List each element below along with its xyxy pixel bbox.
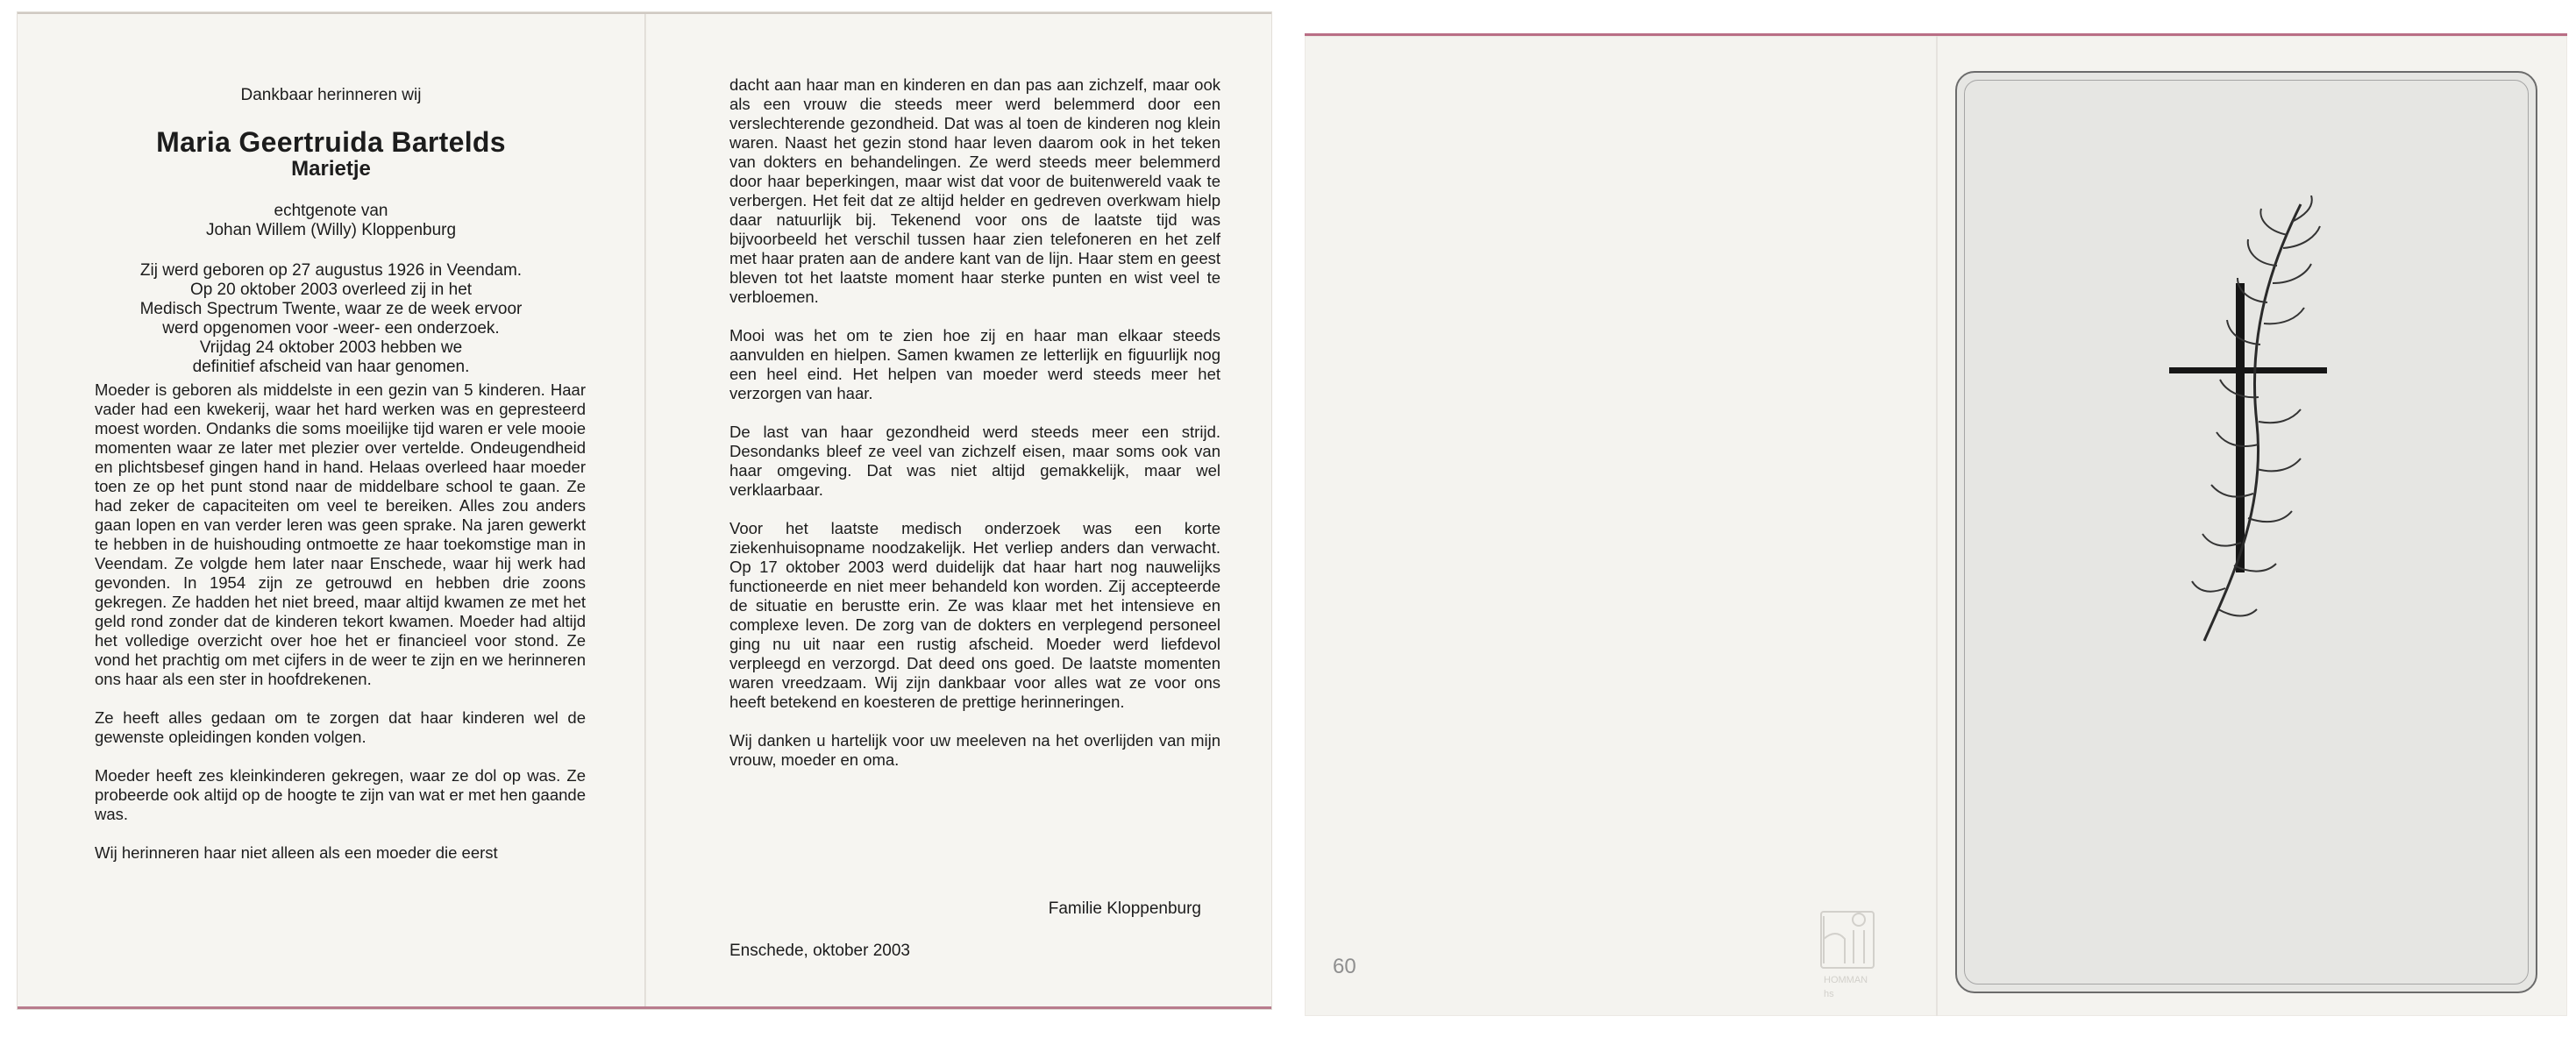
card-cover [1305, 33, 2567, 1016]
paragraph: Moeder is geboren als middelste in een gezin van 5 kinderen. Haar vader had een kwekerij, waar het hard werken was en gepresteerd moest worden. Ondanks die soms moeilijke tijd waren er vele mooie momenten waar ze later met plezier over vertelde. Ondeugendheid en plichtsbesef gingen hand in hand. Helaas overleed haar moeder toen ze op het punt stond naar de middelbare school te gaan. Ze had zeker de capaciteiten om veel te bereiken. Alles zou anders gaan lopen en van verder leren was geen sprake. Na jaren gewerkt te hebben in de huishouding ontmoette ze haar toekomstige man in Veendam. Ze volgde hem later naar Enschede, waar hij werk had gevonden. In 1954 zijn ze getrouwd en hebben drie zoons gekregen. Ze hadden het niet breed, maar altijd kwamen ze met het geld rond zonder dat de kinderen tekort kwamen. Moeder had altijd het volledige overzicht over hoe het er financieel voor stond. Ze vond het prachtig om met cijfers in de weer te zijn en we herinneren ons haar als een ster in hoofdrekenen. [95, 380, 586, 688]
deceased-nickname: Marietje [291, 157, 371, 181]
paragraph: dacht aan haar man en kinderen en dan pas aan zichzelf, maar ook als een vrouw die steeds meer werd belemmerd door een verslechterende gezondheid. Dat was al toen de kinderen nog klein waren. Naast het gezin stond haar leven daarom ook in het teken van dokters en behandelingen. Ze werd steeds meer belemmerd door haar beperkingen, maar wist dat voor de buitenwereld vaak te verbergen. Het feit dat ze altijd helder en gedreven overkwam hielp daar natuurlijk bij. Tekenend voor ons de laatste tijd was bijvoorbeeld het verschil tussen haar zien telefoneren en het zelf met haar praten aan de andere kant van de lijn. Haar stem en geest bleven tot het laatste moment haar sterke punten en wist veel te verbloemen. [729, 75, 1220, 306]
paragraph: Voor het laatste medisch onderzoek was een korte ziekenhuisopname noodzakelijk. Het verliep anders dan verwacht. Op 17 oktober 2003 werd duidelijk dat haar hart nog nauwelijks functioneerde en niet meer behandeld kon worden. Zij accepteerde de situatie en berustte erin. Ze was klaar met het intensieve en complexe leven. De zorg van de dokters en verplegend personeel ging nu uit naar een rustig afscheid. Moeder werd liefdevol verpleegd en verzorgd. Dat deed ons goed. De laatste momenten waren vreedzaam. Wij zijn dankbaar voor alles wat ze voor ons heeft betekend en koesteren de prettige herinneringen. [729, 519, 1220, 711]
life-line: werd opgenomen voor -weer- een onderzoek. [162, 319, 500, 338]
fold-line [1936, 36, 1938, 1016]
paragraph: Ze heeft alles gedaan om te zorgen dat haar kinderen wel de gewenste opleidingen konden volgen. [95, 708, 586, 746]
spouse-label: echtgenote van [274, 202, 388, 220]
right-body-text [729, 75, 1220, 770]
place-and-date: Enschede, oktober 2003 [729, 942, 910, 960]
spouse-name: Johan Willem (Willy) Kloppenburg [205, 221, 457, 239]
printer-mark: hs [1824, 989, 1834, 999]
intro-line: Dankbaar herinneren wij [240, 86, 422, 104]
life-line: Vrijdag 24 oktober 2003 hebben we [199, 338, 463, 357]
left-page [18, 14, 644, 1006]
paragraph: Mooi was het om te zien hoe zij en haar man elkaar steeds aanvulden en hielpen. Samen kwamen ze letterlijk en figuurlijk nog een heel eind. Het helpen van moeder werd steeds meer het verzorgen van haar. [729, 326, 1220, 402]
printer-logo-icon [1818, 909, 1880, 1010]
page-number: 60 [1333, 955, 1356, 978]
paragraph: Wij herinneren haar niet alleen als een moeder die eerst [95, 843, 498, 862]
paragraph: Moeder heeft zes kleinkinderen gekregen, waar ze dol op was. Ze probeerde ook altijd op de hoogte te zijn van wat er met hen gaande was. [95, 766, 586, 823]
cross-with-palm-branch-icon [2160, 195, 2336, 656]
heading-block [18, 72, 644, 377]
life-line: Zij werd geboren op 27 augustus 1926 in Veendam. [139, 261, 523, 280]
family-signature: Familie Kloppenburg [1048, 899, 1201, 918]
life-line: definitief afscheid van haar genomen. [192, 358, 470, 376]
printer-text: HOMMAN [1824, 975, 1868, 985]
left-body-text [95, 380, 586, 863]
inner-spread [18, 12, 1271, 1009]
cover-panel [1955, 71, 2537, 993]
life-line: Medisch Spectrum Twente, waar ze de week ervoor [139, 300, 523, 318]
life-details [18, 261, 644, 377]
life-line: Op 20 oktober 2003 overleed zij in het [189, 281, 473, 299]
paragraph: De last van haar gezondheid werd steeds meer een strijd. Desondanks bleef ze veel van zichzelf eisen, maar soms ook van haar omgeving. Dat was niet altijd gemakkelijk, maar wel verklaarbaar. [729, 423, 1220, 499]
paragraph: Wij danken u hartelijk voor uw meeleven na het overlijden van mijn vrouw, moeder en oma. [729, 731, 1220, 769]
deceased-name: Maria Geertruida Bartelds [156, 126, 506, 158]
right-page [646, 14, 1271, 1006]
